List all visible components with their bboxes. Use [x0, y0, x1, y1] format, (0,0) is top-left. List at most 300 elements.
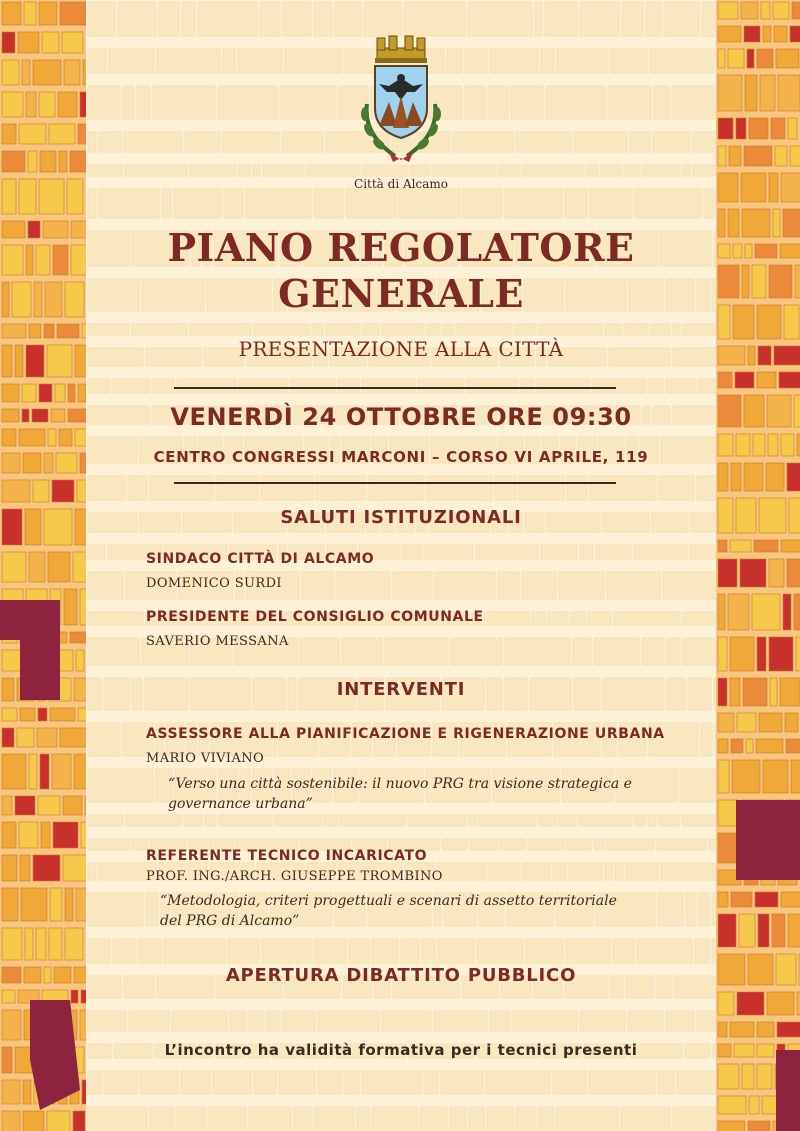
map-block: [21, 888, 47, 921]
map-block: [64, 60, 80, 85]
map-block: [2, 1010, 21, 1040]
map-block: [794, 395, 800, 427]
map-block: [17, 728, 34, 747]
map-block: [741, 2, 758, 19]
map-block: [718, 1022, 727, 1037]
map-block: [29, 324, 41, 338]
map-block: [22, 384, 36, 402]
map-block: [749, 118, 768, 139]
map-block: [25, 509, 41, 545]
map-block: [40, 754, 49, 789]
map-block: [718, 760, 729, 793]
map-block: [2, 324, 26, 338]
talk-title-line: governance urbana”: [168, 796, 313, 812]
map-block: [763, 760, 788, 793]
map-block: [736, 498, 756, 533]
map-block: [75, 509, 86, 545]
map-block: [755, 892, 778, 907]
map-block: [755, 244, 777, 258]
map-block: [759, 713, 782, 732]
map-block: [778, 75, 800, 111]
map-block: [39, 2, 57, 25]
map-block: [744, 395, 764, 427]
map-block: [2, 1080, 20, 1104]
map-block: [766, 463, 784, 491]
map-block: [774, 346, 800, 365]
map-block: [2, 754, 26, 789]
map-block: [50, 708, 75, 721]
map-block: [2, 708, 17, 721]
map-block: [44, 967, 51, 983]
map-block: [752, 265, 766, 298]
map-block: [24, 2, 36, 25]
talk-role: REFERENTE TECNICO INCARICATO: [146, 848, 428, 864]
map-block: [29, 552, 45, 582]
map-block: [2, 179, 16, 214]
map-block: [2, 678, 14, 701]
map-block: [728, 49, 744, 68]
map-block: [746, 739, 753, 753]
map-building: [736, 800, 800, 880]
map-block: [20, 855, 30, 881]
map-block: [718, 739, 728, 753]
map-block: [758, 914, 769, 947]
map-block: [2, 409, 19, 422]
map-block: [730, 540, 751, 552]
map-block: [24, 967, 41, 983]
map-block: [39, 92, 55, 117]
public-debate-label: APERTURA DIBATTITO PUBBLICO: [225, 965, 577, 986]
map-block: [26, 345, 44, 377]
map-block: [752, 594, 780, 630]
map-block: [718, 1096, 746, 1114]
map-block: [781, 540, 800, 552]
map-block: [757, 372, 776, 388]
map-block: [2, 32, 15, 53]
map-block: [54, 967, 71, 983]
map-block: [70, 632, 86, 643]
map-block: [718, 1121, 745, 1131]
map-block: [33, 480, 49, 502]
map-block: [40, 151, 56, 172]
map-block: [718, 173, 738, 202]
map-block: [48, 429, 56, 446]
map-block: [737, 713, 756, 732]
map-block: [757, 49, 773, 68]
map-block: [789, 498, 800, 533]
map-block: [2, 888, 18, 921]
map-block: [760, 75, 775, 111]
talk-title: [168, 774, 632, 814]
map-block: [791, 760, 800, 793]
talk-title-line: “Verso una città sostenibile: il nuovo PRG tra visione strategica e: [168, 776, 632, 792]
talk-speaker: MARIO VIVIANO: [146, 751, 265, 766]
map-block: [15, 796, 35, 815]
map-block: [2, 552, 26, 582]
map-block: [2, 429, 16, 446]
map-block: [744, 463, 763, 491]
greeting-role: PRESIDENTE DEL CONSIGLIO COMUNALE: [146, 609, 484, 625]
map-block: [784, 305, 799, 339]
map-block: [76, 650, 84, 671]
map-block: [749, 1096, 759, 1114]
talk-role: ASSESSORE ALLA PIANIFICAZIONE E RIGENERAZIONE URBANA: [146, 726, 665, 742]
map-block: [19, 179, 36, 214]
map-block: [774, 26, 787, 42]
map-block: [728, 594, 749, 630]
map-block: [19, 429, 45, 446]
map-block: [52, 754, 71, 789]
map-block: [18, 32, 39, 53]
map-block: [2, 480, 30, 502]
map-block: [47, 1111, 70, 1131]
map-block: [60, 728, 86, 747]
map-block: [28, 151, 37, 172]
map-block: [74, 678, 86, 701]
map-block: [730, 678, 740, 706]
map-block: [718, 463, 728, 491]
map-block: [2, 855, 17, 881]
map-block: [718, 244, 730, 258]
event-date-time: VENERDÌ 24 OTTOBRE ORE 09:30: [170, 403, 632, 431]
map-block: [22, 60, 30, 85]
map-block: [24, 1010, 31, 1040]
map-block: [741, 173, 766, 202]
map-block: [33, 855, 60, 881]
map-block: [757, 1022, 774, 1037]
map-block: [785, 713, 798, 732]
flyer-panel: [86, 0, 716, 1131]
map-block: [15, 345, 23, 377]
map-block: [733, 244, 742, 258]
greeting-role: SINDACO CITTÀ DI ALCAMO: [146, 551, 375, 567]
talk-title: [160, 891, 617, 931]
map-block: [37, 728, 57, 747]
map-block: [26, 245, 33, 275]
map-block: [718, 305, 730, 339]
map-block: [730, 637, 754, 671]
event-title-line-2: GENERALE: [278, 271, 524, 316]
map-block: [744, 26, 760, 42]
map-block: [2, 221, 25, 238]
map-block: [44, 324, 54, 338]
map-block: [790, 26, 800, 42]
map-block: [718, 346, 745, 365]
map-block: [77, 480, 86, 502]
map-block: [731, 463, 741, 491]
map-block: [58, 92, 77, 117]
map-block: [49, 124, 75, 144]
map-block: [63, 796, 82, 815]
map-block: [36, 928, 46, 960]
map-block: [779, 372, 800, 388]
map-block: [718, 26, 741, 42]
map-block: [2, 967, 21, 983]
map-block: [742, 1064, 754, 1089]
map-block: [733, 305, 754, 339]
map-block: [783, 594, 791, 630]
city-crest-logo: [349, 34, 453, 168]
map-block: [718, 594, 725, 630]
map-block: [795, 265, 800, 298]
greeting-name: SAVERIO MESSANA: [146, 634, 289, 649]
city-label: Città di Alcamo: [354, 177, 448, 191]
map-block: [2, 151, 25, 172]
map-block: [64, 589, 77, 625]
map-block: [38, 708, 47, 721]
map-block: [2, 990, 15, 1003]
map-block: [787, 463, 800, 491]
map-block: [718, 372, 732, 388]
map-block: [2, 124, 16, 144]
map-block: [2, 1047, 12, 1073]
map-block: [2, 60, 19, 85]
talk-speaker: PROF. ING./ARCH. GIUSEPPE TROMBINO: [146, 869, 443, 884]
map-block: [718, 540, 727, 552]
talk-title-line: del PRG di Alcamo”: [160, 913, 300, 929]
map-block: [736, 434, 750, 456]
map-block: [52, 480, 74, 502]
map-block: [769, 559, 784, 587]
map-block: [773, 2, 789, 19]
map-block: [23, 1080, 31, 1104]
map-block: [742, 209, 770, 237]
map-blocks: [716, 0, 800, 1131]
map-block: [29, 754, 37, 789]
map-block: [20, 708, 35, 721]
map-block: [2, 796, 12, 815]
map-block: [737, 992, 764, 1015]
map-block: [34, 282, 42, 317]
map-block: [757, 1064, 772, 1089]
map-block: [19, 822, 38, 848]
map-block: [730, 1022, 754, 1037]
map-block: [745, 244, 752, 258]
map-block: [747, 49, 754, 68]
map-block: [2, 728, 14, 747]
map-block: [718, 559, 737, 587]
map-block: [718, 209, 725, 237]
map-block: [71, 245, 86, 275]
map-block: [728, 209, 739, 237]
map-block: [2, 2, 21, 25]
map-block: [73, 552, 86, 582]
map-block: [745, 75, 757, 111]
talks-heading: INTERVENTI: [336, 679, 466, 700]
map-block: [718, 713, 734, 732]
map-block: [787, 559, 800, 587]
map-block: [718, 637, 727, 671]
map-block: [769, 265, 792, 298]
map-block: [718, 395, 741, 427]
map-block: [781, 173, 800, 202]
map-block: [63, 855, 86, 881]
map-block: [756, 739, 783, 753]
map-block: [781, 434, 794, 456]
map-blocks: [0, 0, 86, 1131]
map-block: [718, 914, 736, 947]
map-block: [44, 509, 72, 545]
map-block: [78, 708, 86, 721]
map-block: [22, 409, 29, 422]
map-block: [790, 146, 800, 166]
map-block: [732, 760, 760, 793]
map-block: [763, 26, 771, 42]
map-block: [2, 1111, 20, 1131]
map-block: [12, 282, 31, 317]
map-block: [740, 559, 766, 587]
map-block: [772, 914, 785, 947]
map-block: [796, 637, 800, 671]
map-block: [780, 678, 800, 706]
map-block: [47, 345, 72, 377]
map-block: [38, 796, 60, 815]
map-block: [68, 384, 75, 402]
map-block: [768, 434, 778, 456]
map-block: [2, 453, 20, 473]
map-block: [50, 888, 62, 921]
greetings-heading: SALUTI ISTITUZIONALI: [280, 507, 522, 528]
map-block: [28, 221, 40, 238]
map-block: [770, 678, 777, 706]
map-block: [2, 245, 23, 275]
map-block: [792, 2, 800, 19]
map-block: [761, 2, 770, 19]
map-block: [74, 967, 86, 983]
map-block: [767, 395, 791, 427]
map-block: [748, 954, 773, 985]
map-building: [776, 1050, 800, 1131]
map-block: [45, 282, 62, 317]
map-block: [71, 221, 86, 238]
map-block: [53, 822, 78, 848]
map-block: [49, 928, 62, 960]
map-block: [718, 1044, 731, 1057]
map-block: [718, 146, 726, 166]
map-block: [36, 245, 50, 275]
map-block: [39, 179, 64, 214]
map-block: [42, 32, 59, 53]
map-block: [2, 92, 23, 117]
map-block: [75, 345, 86, 377]
map-block: [76, 888, 86, 921]
map-block: [75, 429, 86, 446]
map-block: [2, 822, 16, 848]
map-block: [754, 540, 778, 552]
map-block: [56, 453, 77, 473]
map-block: [734, 1044, 754, 1057]
map-block: [51, 409, 65, 422]
map-block: [65, 282, 84, 317]
map-block: [33, 60, 61, 85]
map-block: [73, 1111, 85, 1131]
event-title-line-1: PIANO REGOLATORE: [167, 225, 635, 270]
map-block: [757, 305, 781, 339]
greeting-name: DOMENICO SURDI: [146, 576, 282, 591]
map-block: [2, 509, 22, 545]
map-block: [48, 552, 70, 582]
map-block: [731, 892, 752, 907]
map-block: [23, 1111, 44, 1131]
map-block: [739, 914, 755, 947]
divider-bottom: [174, 482, 616, 484]
map-block: [758, 346, 771, 365]
map-block: [776, 49, 799, 68]
map-block: [767, 992, 794, 1015]
map-block: [743, 678, 767, 706]
map-block: [777, 1022, 800, 1037]
right-map-decoration: [716, 0, 800, 1131]
map-block: [25, 928, 33, 960]
map-block: [67, 179, 83, 214]
map-block: [2, 928, 22, 960]
map-block: [39, 384, 52, 402]
map-block: [788, 118, 797, 139]
map-block: [44, 453, 53, 473]
map-block: [59, 151, 67, 172]
event-subtitle: PRESENTAZIONE ALLA CITTÀ: [238, 337, 564, 361]
event-title: [86, 225, 716, 317]
map-block: [718, 49, 725, 68]
map-block: [769, 173, 778, 202]
divider-top: [174, 387, 616, 389]
map-block: [771, 118, 785, 139]
map-block: [788, 914, 800, 947]
map-block: [2, 345, 12, 377]
map-block: [53, 245, 68, 275]
map-block: [718, 434, 733, 456]
map-block: [718, 954, 745, 985]
map-block: [2, 282, 9, 317]
map-block: [71, 990, 78, 1003]
map-block: [60, 2, 86, 25]
map-block: [65, 888, 73, 921]
map-block: [718, 498, 733, 533]
map-block: [2, 384, 19, 402]
map-block: [70, 151, 86, 172]
map-block: [718, 892, 728, 907]
map-block: [718, 118, 733, 139]
training-credit-note: L’incontro ha validità formativa per i tecnici presenti: [164, 1041, 638, 1059]
map-block: [757, 637, 766, 671]
map-block: [65, 928, 83, 960]
map-block: [23, 453, 41, 473]
talk-title-line: “Metodologia, criteri progettuali e scenari di assetto territoriale: [160, 893, 617, 909]
map-block: [757, 1044, 774, 1057]
map-block: [78, 384, 86, 402]
map-block: [19, 124, 46, 144]
map-block: [769, 637, 793, 671]
map-block: [748, 346, 755, 365]
map-block: [718, 2, 738, 19]
map-block: [753, 434, 765, 456]
map-block: [718, 678, 727, 706]
map-block: [783, 209, 800, 237]
map-block: [74, 754, 86, 789]
map-block: [718, 800, 739, 826]
left-map-decoration: [0, 0, 86, 1131]
map-block: [773, 209, 780, 237]
map-block: [776, 954, 796, 985]
map-block: [68, 409, 86, 422]
map-block: [736, 118, 746, 139]
map-block: [41, 822, 50, 848]
map-block: [718, 992, 734, 1015]
map-block: [775, 146, 787, 166]
map-block: [759, 498, 786, 533]
map-block: [780, 244, 800, 258]
map-block: [43, 221, 68, 238]
